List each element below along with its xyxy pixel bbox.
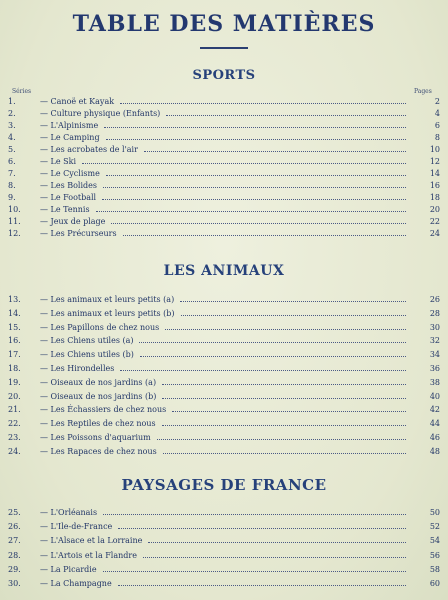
entry-number: 10. bbox=[8, 205, 21, 214]
entry-label: — Les Reptiles de chez nous bbox=[40, 419, 156, 429]
dot-leader bbox=[103, 512, 406, 515]
entry-page-number: 4 bbox=[434, 109, 440, 118]
toc-entry bbox=[8, 391, 440, 403]
toc-entry bbox=[8, 294, 440, 306]
entry-page-number: 38 bbox=[429, 377, 440, 387]
entry-page-number: 10 bbox=[429, 145, 440, 154]
entry-page-number: 28 bbox=[429, 308, 440, 318]
toc-entry bbox=[8, 404, 440, 416]
toc-entry bbox=[8, 446, 440, 458]
entry-number: 25. bbox=[8, 508, 21, 517]
toc-entry bbox=[8, 96, 440, 108]
toc-entry bbox=[8, 564, 440, 576]
entry-label: — Les Bolides bbox=[40, 181, 98, 190]
dot-leader bbox=[140, 354, 406, 357]
column-header-pages: Pages bbox=[414, 88, 432, 95]
entry-label: — Le Cyclisme bbox=[40, 169, 100, 178]
entry-number: 5. bbox=[8, 145, 16, 154]
toc-entry bbox=[8, 349, 440, 361]
entry-page-number: 36 bbox=[429, 364, 440, 373]
toc-entry bbox=[8, 535, 440, 547]
entry-label: — Oiseaux de nos jardins (b) bbox=[40, 391, 157, 401]
entry-page-number: 54 bbox=[429, 536, 440, 546]
dot-leader bbox=[144, 149, 406, 152]
toc-entry bbox=[8, 507, 440, 519]
entry-label: — Les animaux et leurs petits (a) bbox=[40, 295, 175, 304]
entry-label: — Oiseaux de nos jardins (a) bbox=[40, 377, 157, 387]
entry-page-number: 6 bbox=[434, 121, 440, 130]
toc-entry bbox=[8, 168, 440, 180]
dot-leader bbox=[166, 113, 406, 116]
section-title-animaux: LES ANIMAUX bbox=[163, 263, 285, 279]
dot-leader bbox=[181, 313, 406, 316]
entry-label: — Les Rapaces de chez nous bbox=[40, 446, 157, 456]
entry-number: 14. bbox=[8, 308, 21, 318]
dot-leader bbox=[104, 125, 406, 128]
toc-entry bbox=[8, 120, 440, 132]
dot-leader bbox=[120, 368, 406, 371]
dot-leader bbox=[157, 437, 406, 440]
entry-number: 9. bbox=[8, 193, 16, 202]
entry-label: — L'Ile-de-France bbox=[40, 522, 113, 532]
entry-label: — Les Échassiers de chez nous bbox=[40, 405, 167, 415]
entry-page-number: 46 bbox=[429, 433, 440, 442]
toc-entry bbox=[8, 204, 440, 216]
entry-number: 1. bbox=[8, 97, 16, 106]
entry-page-number: 12 bbox=[429, 157, 440, 166]
entry-number: 30. bbox=[8, 579, 21, 588]
entry-page-number: 44 bbox=[429, 419, 440, 429]
entry-page-number: 8 bbox=[434, 133, 440, 142]
entry-label: — Le Football bbox=[40, 193, 97, 202]
dot-leader bbox=[103, 185, 406, 188]
entry-number: 15. bbox=[8, 322, 21, 332]
entry-label: — Les acrobates de l'air bbox=[40, 145, 138, 154]
entry-number: 24. bbox=[8, 446, 21, 456]
toc-entry bbox=[8, 550, 440, 562]
toc-entry bbox=[8, 377, 440, 389]
entry-number: 23. bbox=[8, 433, 21, 442]
entry-number: 7. bbox=[8, 169, 16, 178]
dot-leader bbox=[165, 327, 406, 330]
entry-page-number: 16 bbox=[429, 181, 440, 190]
entry-number: 4. bbox=[8, 133, 16, 142]
entry-number: 17. bbox=[8, 350, 21, 360]
entry-page-number: 22 bbox=[429, 217, 440, 226]
title-divider bbox=[200, 47, 248, 49]
entry-number: 29. bbox=[8, 564, 21, 574]
entry-label: — Les Chiens utiles (b) bbox=[40, 350, 134, 360]
entry-label: — L'Artois et la Flandre bbox=[40, 550, 137, 560]
entry-label: — Les Poissons d'aquarium bbox=[40, 433, 151, 442]
section-title-sports: SPORTS bbox=[192, 68, 256, 83]
entry-page-number: 18 bbox=[429, 193, 440, 202]
entry-label: — L'Orléanais bbox=[40, 508, 98, 517]
entry-number: 19. bbox=[8, 377, 21, 387]
toc-entry bbox=[8, 363, 440, 375]
dot-leader bbox=[180, 299, 406, 302]
page-title: TABLE DES MATIÈRES bbox=[72, 11, 376, 37]
toc-entry bbox=[8, 132, 440, 144]
dot-leader bbox=[82, 161, 406, 164]
entry-number: 21. bbox=[8, 405, 21, 415]
entry-page-number: 34 bbox=[429, 350, 440, 360]
entry-page-number: 20 bbox=[429, 205, 440, 214]
dot-leader bbox=[123, 233, 406, 236]
entry-number: 20. bbox=[8, 391, 21, 401]
entry-page-number: 32 bbox=[429, 336, 440, 346]
toc-entry bbox=[8, 216, 440, 228]
toc-entry bbox=[8, 108, 440, 120]
entry-page-number: 52 bbox=[429, 522, 440, 532]
toc-entry bbox=[8, 144, 440, 156]
entry-label: — Les Précurseurs bbox=[40, 229, 117, 238]
dot-leader bbox=[162, 423, 406, 426]
toc-entry bbox=[8, 192, 440, 204]
toc-entry bbox=[8, 521, 440, 533]
dot-leader bbox=[162, 396, 406, 399]
toc-entry bbox=[8, 308, 440, 320]
toc-entry bbox=[8, 578, 440, 590]
entry-label: — Canoë et Kayak bbox=[40, 97, 115, 106]
entry-label: — Les animaux et leurs petits (b) bbox=[40, 308, 175, 318]
entry-page-number: 50 bbox=[429, 508, 440, 517]
dot-leader bbox=[139, 340, 406, 343]
entry-page-number: 2 bbox=[434, 97, 440, 106]
dot-leader bbox=[106, 137, 406, 140]
dot-leader bbox=[163, 451, 406, 454]
entry-number: 11. bbox=[8, 217, 21, 226]
entry-number: 16. bbox=[8, 336, 21, 346]
toc-entry bbox=[8, 228, 440, 240]
entry-label: — La Champagne bbox=[40, 579, 112, 588]
dot-leader bbox=[120, 101, 406, 104]
dot-leader bbox=[111, 221, 406, 224]
entry-page-number: 58 bbox=[429, 564, 440, 574]
dot-leader bbox=[172, 409, 406, 412]
entry-label: — Culture physique (Enfants) bbox=[40, 109, 161, 118]
entry-number: 27. bbox=[8, 536, 21, 546]
entry-label: — La Picardie bbox=[40, 564, 97, 574]
section-title-paysages: PAYSAGES DE FRANCE bbox=[121, 476, 327, 494]
entry-label: — L'Alpinisme bbox=[40, 121, 99, 130]
entry-page-number: 26 bbox=[429, 295, 440, 304]
entry-number: 6. bbox=[8, 157, 16, 166]
entry-label: — Le Ski bbox=[40, 157, 77, 166]
entry-number: 3. bbox=[8, 121, 16, 130]
entry-page-number: 60 bbox=[429, 579, 440, 588]
entry-label: — Les Chiens utiles (a) bbox=[40, 336, 134, 346]
entry-number: 22. bbox=[8, 419, 21, 429]
dot-leader bbox=[148, 540, 406, 543]
entry-label: — Jeux de plage bbox=[40, 217, 106, 226]
entry-page-number: 42 bbox=[429, 405, 440, 415]
dot-leader bbox=[96, 209, 406, 212]
entry-label: — Le Camping bbox=[40, 133, 100, 142]
entry-number: 2. bbox=[8, 109, 16, 118]
entry-page-number: 40 bbox=[429, 391, 440, 401]
entry-page-number: 48 bbox=[429, 446, 440, 456]
entry-page-number: 56 bbox=[429, 550, 440, 560]
toc-entry bbox=[8, 335, 440, 347]
entry-label: — Le Tennis bbox=[40, 205, 90, 214]
entry-number: 12. bbox=[8, 229, 21, 238]
entry-number: 26. bbox=[8, 522, 21, 532]
dot-leader bbox=[118, 583, 406, 586]
entry-number: 13. bbox=[8, 295, 21, 304]
toc-entry bbox=[8, 432, 440, 444]
entry-page-number: 24 bbox=[429, 229, 440, 238]
dot-leader bbox=[143, 555, 406, 558]
entry-label: — Les Hirondelles bbox=[40, 364, 115, 373]
toc-entry bbox=[8, 418, 440, 430]
column-header-series: Séries bbox=[12, 88, 32, 95]
toc-entry bbox=[8, 322, 440, 334]
entry-number: 18. bbox=[8, 364, 21, 373]
entry-label: — Les Papillons de chez nous bbox=[40, 322, 160, 332]
entry-number: 8. bbox=[8, 181, 16, 190]
entry-page-number: 30 bbox=[429, 322, 440, 332]
toc-entry bbox=[8, 180, 440, 192]
dot-leader bbox=[162, 382, 406, 385]
entry-label: — L'Alsace et la Lorraine bbox=[40, 536, 143, 546]
dot-leader bbox=[118, 526, 406, 529]
entry-number: 28. bbox=[8, 550, 21, 560]
dot-leader bbox=[103, 569, 406, 572]
dot-leader bbox=[106, 173, 406, 176]
toc-entry bbox=[8, 156, 440, 168]
dot-leader bbox=[102, 197, 406, 200]
entry-page-number: 14 bbox=[429, 169, 440, 178]
